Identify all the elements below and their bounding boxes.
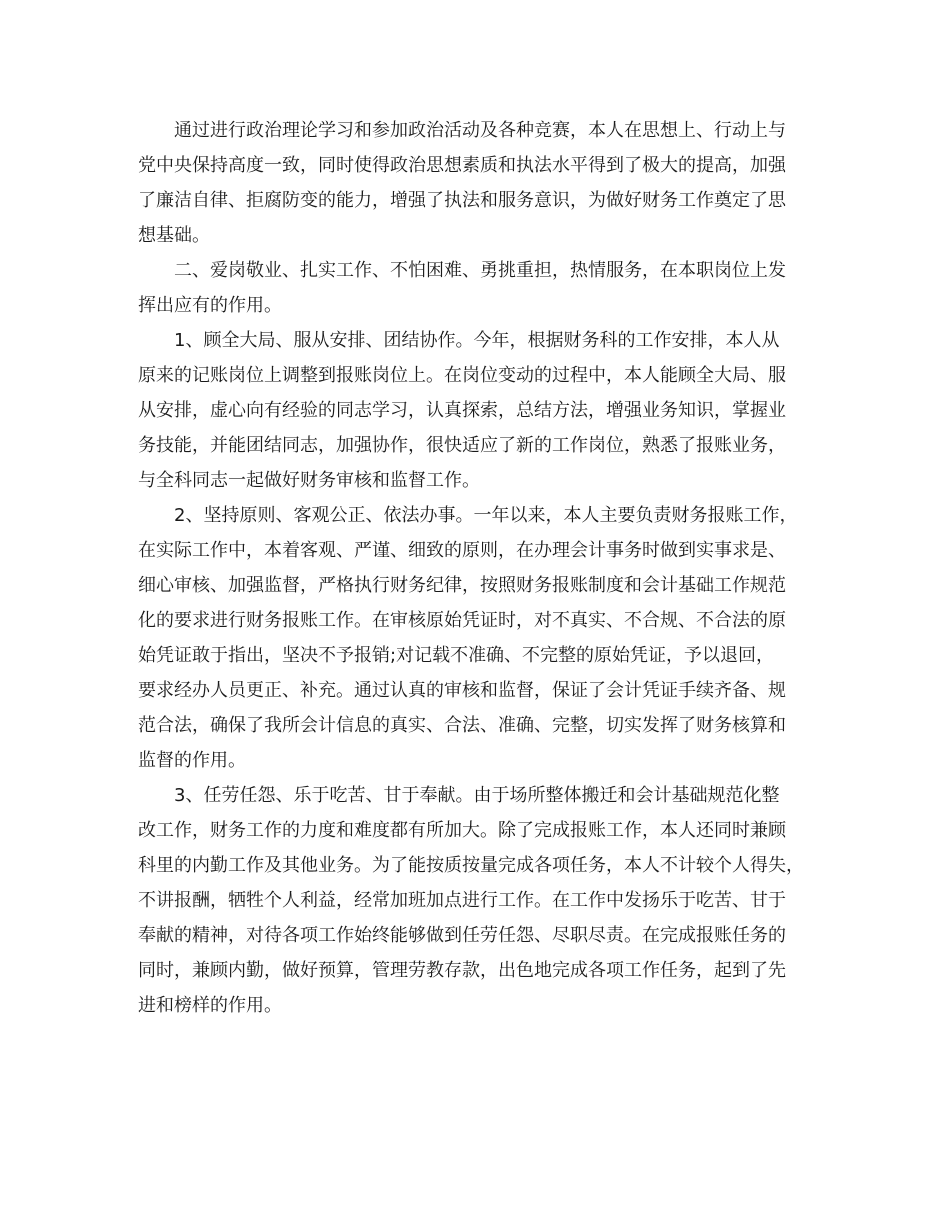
line: 不讲报酬，牺牲个人利益，经常加班加点进行工作。在工作中发扬乐于吃苦、甘于 [138, 890, 786, 911]
line: 了廉洁自律、拒腐防变的能力，增强了执法和服务意识，为做好财务工作奠定了思 [138, 190, 786, 211]
line: 党中央保持高度一致，同时使得政治思想素质和执法水平得到了极大的提高，加强 [138, 155, 786, 176]
line: 科里的内勤工作及其他业务。为了能按质按量完成各项任务，本人不计较个人得失， [138, 855, 804, 876]
line: 从安排，虚心向有经验的同志学习，认真探索，总结方法，增强业务知识，掌握业 [138, 400, 786, 421]
line: 始凭证敢于指出，坚决不予报销;对记载不准确、不完整的原始凭证，予以退回， [138, 645, 775, 666]
document-body [138, 113, 818, 1023]
line: 范合法，确保了我所会计信息的真实、合法、准确、完整，切实发挥了财务核算和 [138, 715, 786, 736]
paragraph-section-two-heading [138, 253, 818, 323]
line: 改工作，财务工作的力度和难度都有所加大。除了完成报账工作，本人还同时兼顾 [138, 820, 786, 841]
paragraph-item-3 [138, 778, 818, 1023]
line: 想基础。 [138, 225, 210, 246]
line: 在实际工作中，本着客观、严谨、细致的原则，在办理会计事务时做到实事求是、 [138, 540, 786, 561]
line: 务技能，并能团结同志，加强协作，很快适应了新的工作岗位，熟悉了报账业务， [138, 435, 786, 456]
line: 同时，兼顾内勤，做好预算，管理劳教存款，出色地完成各项工作任务，起到了先 [138, 960, 786, 981]
line: 3、任劳任怨、乐于吃苦、甘于奉献。由于场所整体搬迁和会计基础规范化整 [174, 785, 780, 806]
paragraph-item-2 [138, 498, 818, 778]
line: 通过进行政治理论学习和参加政治活动及各种竞赛，本人在思想上、行动上与 [174, 120, 786, 141]
line: 二、爱岗敬业、扎实工作、不怕困难、勇挑重担，热情服务，在本职岗位上发 [174, 260, 786, 281]
line: 2、坚持原则、客观公正、依法办事。一年以来，本人主要负责财务报账工作， [174, 505, 798, 526]
line: 化的要求进行财务报账工作。在审核原始凭证时，对不真实、不合规、不合法的原 [138, 610, 786, 631]
line: 与全科同志一起做好财务审核和监督工作。 [138, 470, 480, 491]
line: 进和榜样的作用。 [138, 995, 282, 1016]
line: 1、顾全大局、服从安排、团结协作。今年，根据财务科的工作安排，本人从 [174, 330, 780, 351]
paragraph-item-1 [138, 323, 818, 498]
line: 要求经办人员更正、补充。通过认真的审核和监督，保证了会计凭证手续齐备、规 [138, 680, 786, 701]
line: 监督的作用。 [138, 750, 246, 771]
line: 挥出应有的作用。 [138, 295, 282, 316]
line: 奉献的精神，对待各项工作始终能够做到任劳任怨、尽职尽责。在完成报账任务的 [138, 925, 786, 946]
line: 原来的记账岗位上调整到报账岗位上。在岗位变动的过程中，本人能顾全大局、服 [138, 365, 786, 386]
line: 细心审核、加强监督，严格执行财务纪律，按照财务报账制度和会计基础工作规范 [138, 575, 786, 596]
paragraph-political-study [138, 113, 818, 253]
